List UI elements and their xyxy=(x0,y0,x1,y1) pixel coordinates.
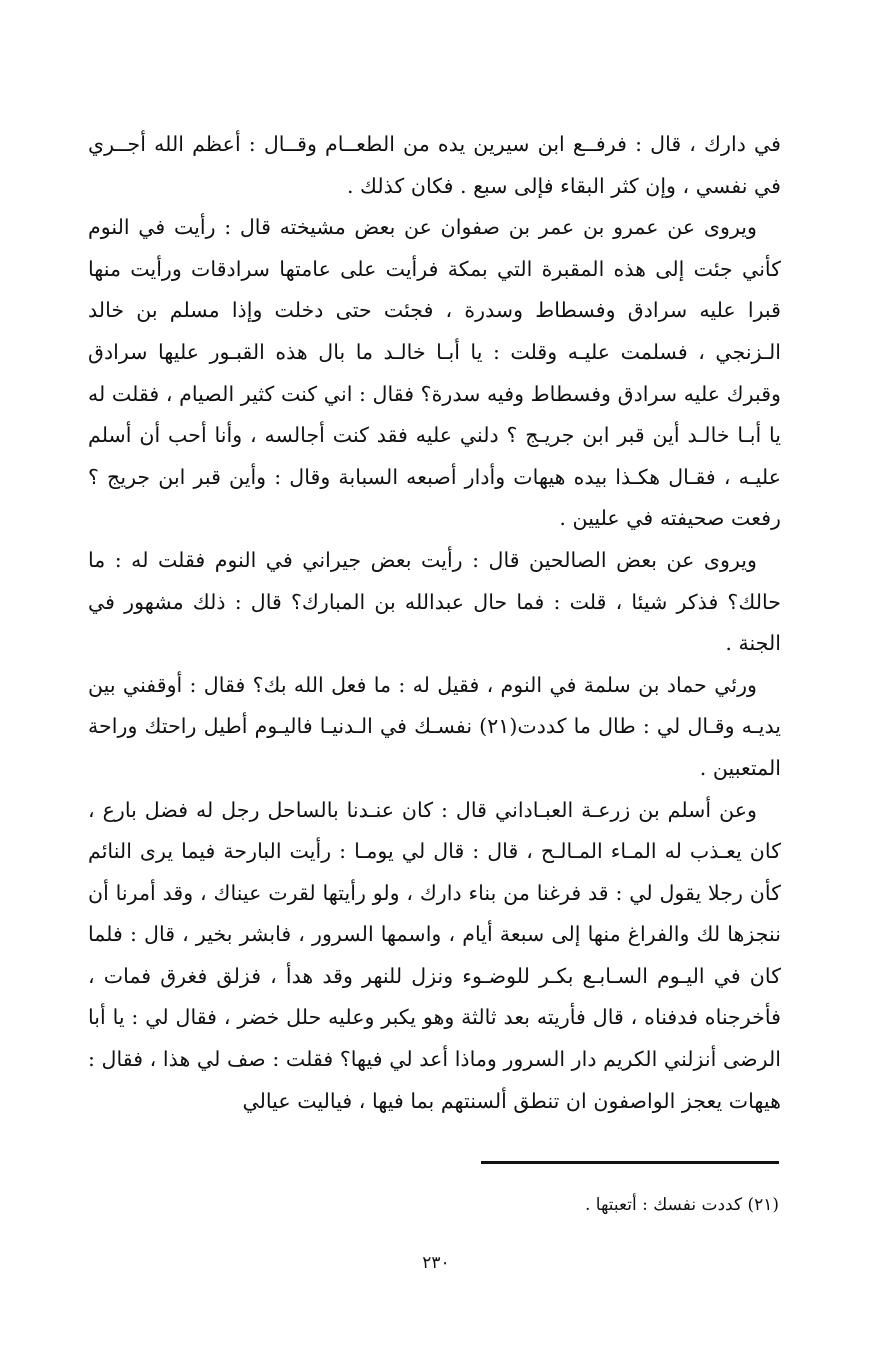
footnote: (٢١) كددت نفسك : أتعبتها . xyxy=(584,1195,779,1215)
footnote-divider xyxy=(481,1161,779,1164)
paragraph-5: وعن أسلم بن زرعـة العبـاداني قال : كان عنـدنا بالساحل رجل له فضل بارع ، كان يعـذب له المـاء المـالـح ، قال : قال لي يومـا : رأيت البارحة فيما يرى النائم كأن رجلا يقول لي : قد فرغنا من بناء دارك ، ولو رأيتها لقرت عيناك ، وقد أمرنا أن ننجزها لك والفراغ منها إلى سبعة أيام ، واسمها السرور ، فابشر بخير ، قال : فلما كان في اليـوم السـابـع بكـر للوضـوء ونزل للنهر وقد هدأ ، فزلق فغرق فمات ، فأخرجناه فدفناه ، قال فأريته بعد ثالثة وهو يكبر وعليه حلل خضر ، فقال لي : يا أبا الرضى أنزلني الكريم دار السرور وماذا أعد لي فيها؟ فقلت : صف لي هذا ، فقال : هيهات يعجز الواصفون ان تنطق ألسنتهم بما فيها ، فياليت عيالي xyxy=(88,797,781,1113)
paragraph-3: ويروى عن بعض الصالحين قال : رأيت بعض جيراني في النوم فقلت له : ما حالك؟ فذكر شيئا ، قلت : فما حال عبدالله بن المبارك؟ قال : ذلك مشهور في الجنة . xyxy=(88,547,781,656)
paragraph-4: ورئي حماد بن سلمة في النوم ، فقيل له : ما فعل الله بك؟ فقال : أوقفني بين يديـه وقـال لي : طال ما كددت(٢١) نفسـك في الـدنيـا فاليـوم أطيل راحتك وراحة المتعبين . xyxy=(88,672,781,780)
page-body xyxy=(88,124,781,1122)
page-number: ٢٣٠ xyxy=(422,1253,450,1273)
paragraph-2: ويروى عن عمرو بن عمر بن صفوان عن بعض مشيخته قال : رأيت في النوم كأني جئت إلى هذه المقبرة التي بمكة فرأيت على عامتها سرادقات ورأيت منها قبرا عليه سرادق وفسطاط وسدرة ، فجئت حتى دخلت وإذا مسلم بن خالد الـزنجي ، فسلمت عليـه وقلت : يا أبـا خالـد ما بال هذه القبـور عليها سرادق وقبرك عليه سرادق وفسطاط وفيه سدرة؟ فقال : اني كنت كثير الصيام ، فقلت له يا أبـا خالـد أين قبر ابن جريـج ؟ دلني عليه فقد كنت أجالسه ، وأنا أحب أن أسلم عليـه ، فقـال هكـذا بيده هيهات وأدار أصبعه السبابة وقال : وأين قبر ابن جريج ؟ رفعت صحيفته في عليين . xyxy=(88,215,781,531)
paragraph-1: في دارك ، قال : فرفــع ابن سيرين يده من الطعــام وقــال : أعظم الله أجــري في نفسي ، وإن كثر البقاء فإلى سبع . فكان كذلك . xyxy=(88,132,781,198)
